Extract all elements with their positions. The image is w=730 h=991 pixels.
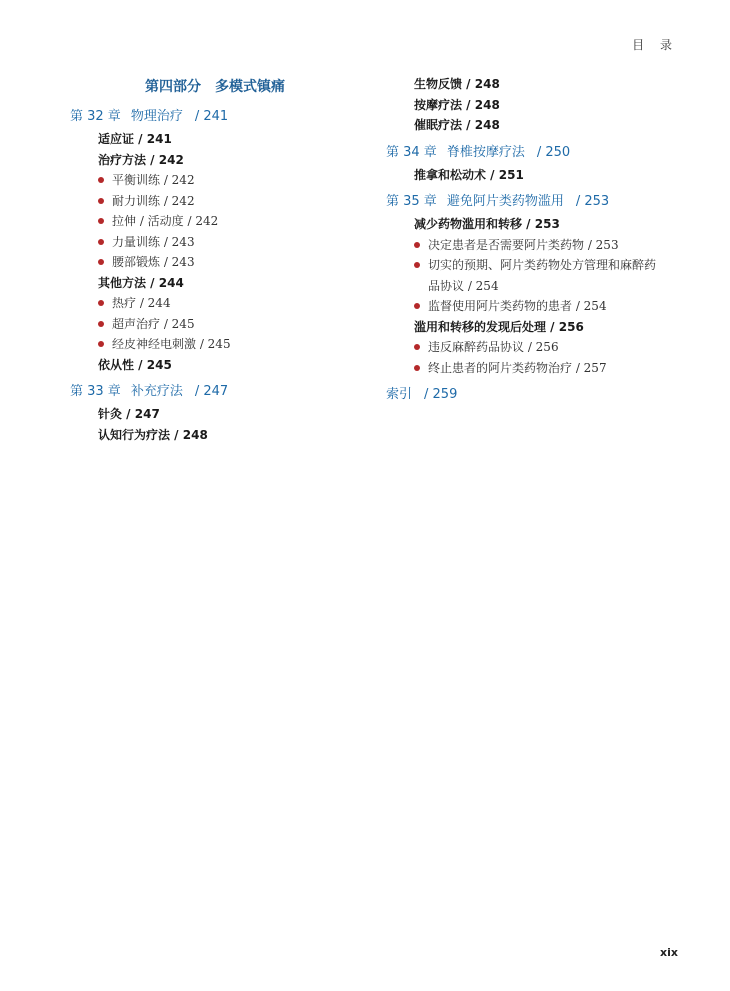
toc-section[interactable]: 依从性 / 245 <box>98 357 172 372</box>
toc-section[interactable]: 催眠疗法 / 248 <box>414 118 500 132</box>
toc-section[interactable]: 减少药物滥用和转移 / 253 <box>414 217 560 231</box>
toc-subitem-label: 热疗 / 244 <box>112 296 171 310</box>
chapter-page: / 250 <box>536 144 571 160</box>
toc-subitem-label: 平衡训练 / 242 <box>112 173 195 187</box>
toc-section[interactable]: 适应证 / 241 <box>98 132 172 146</box>
running-header: 目 录 <box>632 38 678 52</box>
bullet-icon <box>98 177 104 183</box>
toc-subitem[interactable] <box>98 314 370 335</box>
toc-subitem-label: 腰部锻炼 / 243 <box>112 255 195 269</box>
part-title: 第四部分 多模式镇痛 <box>145 79 285 95</box>
bullet-icon <box>98 341 104 347</box>
toc-section[interactable]: 认知行为疗法 / 248 <box>98 427 208 442</box>
bullet-icon <box>98 321 104 327</box>
toc-subitem[interactable] <box>414 337 686 358</box>
chapter-page: / 253 <box>575 194 610 209</box>
bullet-icon <box>414 365 420 371</box>
chapter-title: 避免阿片类药物滥用 <box>446 194 564 209</box>
toc-subitem-label: 耐力训练 / 242 <box>112 193 195 208</box>
chapter-34-heading[interactable] <box>386 144 686 162</box>
toc-section[interactable]: 按摩疗法 / 248 <box>414 97 500 112</box>
bullet-icon <box>98 300 104 306</box>
toc-subitem[interactable] <box>414 358 686 379</box>
bullet-icon <box>98 239 104 245</box>
toc-subitem[interactable] <box>98 191 370 212</box>
chapter-title: 物理治疗 <box>130 109 183 124</box>
toc-subitem[interactable] <box>98 211 370 232</box>
toc-left-column <box>70 74 370 445</box>
toc-subitem[interactable] <box>414 235 686 256</box>
chapter-title: 脊椎按摩疗法 <box>446 144 525 160</box>
index-heading[interactable] <box>386 386 686 404</box>
toc-subitem[interactable] <box>98 232 370 253</box>
bullet-icon <box>414 303 420 309</box>
bullet-icon <box>414 344 420 350</box>
chapter-page: / 241 <box>194 109 229 124</box>
bullet-icon <box>414 262 420 268</box>
index-title: 索引 <box>386 387 413 402</box>
toc-subitem-label: 超声治疗 / 245 <box>112 316 195 331</box>
chapter-number: 第 32 章 <box>70 109 121 124</box>
toc-subitem-label: 决定患者是否需要阿片类药物 / 253 <box>428 237 619 252</box>
toc-section[interactable]: 滥用和转移的发现后处理 / 256 <box>414 319 584 334</box>
toc-subitem[interactable] <box>98 334 370 355</box>
toc-subitem[interactable] <box>98 293 370 314</box>
toc-right-column <box>386 74 686 407</box>
bullet-icon <box>414 242 420 248</box>
toc-subitem-label-continued: 品协议 / 254 <box>428 278 499 293</box>
toc-subitem-label: 违反麻醉药品协议 / 256 <box>428 340 559 354</box>
toc-subitem[interactable] <box>98 170 370 191</box>
toc-section[interactable]: 生物反馈 / 248 <box>414 77 500 91</box>
bullet-icon <box>98 218 104 224</box>
toc-subitem-label: 拉伸 / 活动度 / 242 <box>112 214 219 228</box>
toc-subitem-label: 力量训练 / 243 <box>112 234 195 249</box>
toc-subitem[interactable] <box>414 296 686 317</box>
toc-subitem-label: 监督使用阿片类药物的患者 / 254 <box>428 299 607 313</box>
toc-section[interactable]: 其他方法 / 244 <box>98 275 184 290</box>
toc-subitem-label: 经皮神经电刺激 / 245 <box>112 337 231 351</box>
toc-subitem-label: 切实的预期、阿片类药物处方管理和麻醉药 <box>428 258 657 272</box>
toc-section[interactable]: 治疗方法 / 242 <box>98 152 184 167</box>
toc-subitem[interactable] <box>414 255 686 296</box>
bullet-icon <box>98 198 104 204</box>
toc-section[interactable]: 推拿和松动术 / 251 <box>414 167 524 182</box>
page-number: xix <box>660 946 678 959</box>
toc-subitem[interactable] <box>98 252 370 273</box>
chapter-32-heading[interactable] <box>70 108 370 126</box>
index-page: / 259 <box>424 387 458 402</box>
toc-subitem-label: 终止患者的阿片类药物治疗 / 257 <box>428 360 607 375</box>
chapter-number: 第 34 章 <box>386 144 437 160</box>
chapter-page: / 247 <box>194 384 229 399</box>
bullet-icon <box>98 259 104 265</box>
toc-section[interactable]: 针灸 / 247 <box>98 407 160 421</box>
chapter-title: 补充疗法 <box>130 384 183 399</box>
chapter-35-heading[interactable] <box>386 193 686 211</box>
chapter-number: 第 33 章 <box>70 384 121 399</box>
chapter-number: 第 35 章 <box>386 194 437 209</box>
chapter-33-heading[interactable] <box>70 383 370 401</box>
